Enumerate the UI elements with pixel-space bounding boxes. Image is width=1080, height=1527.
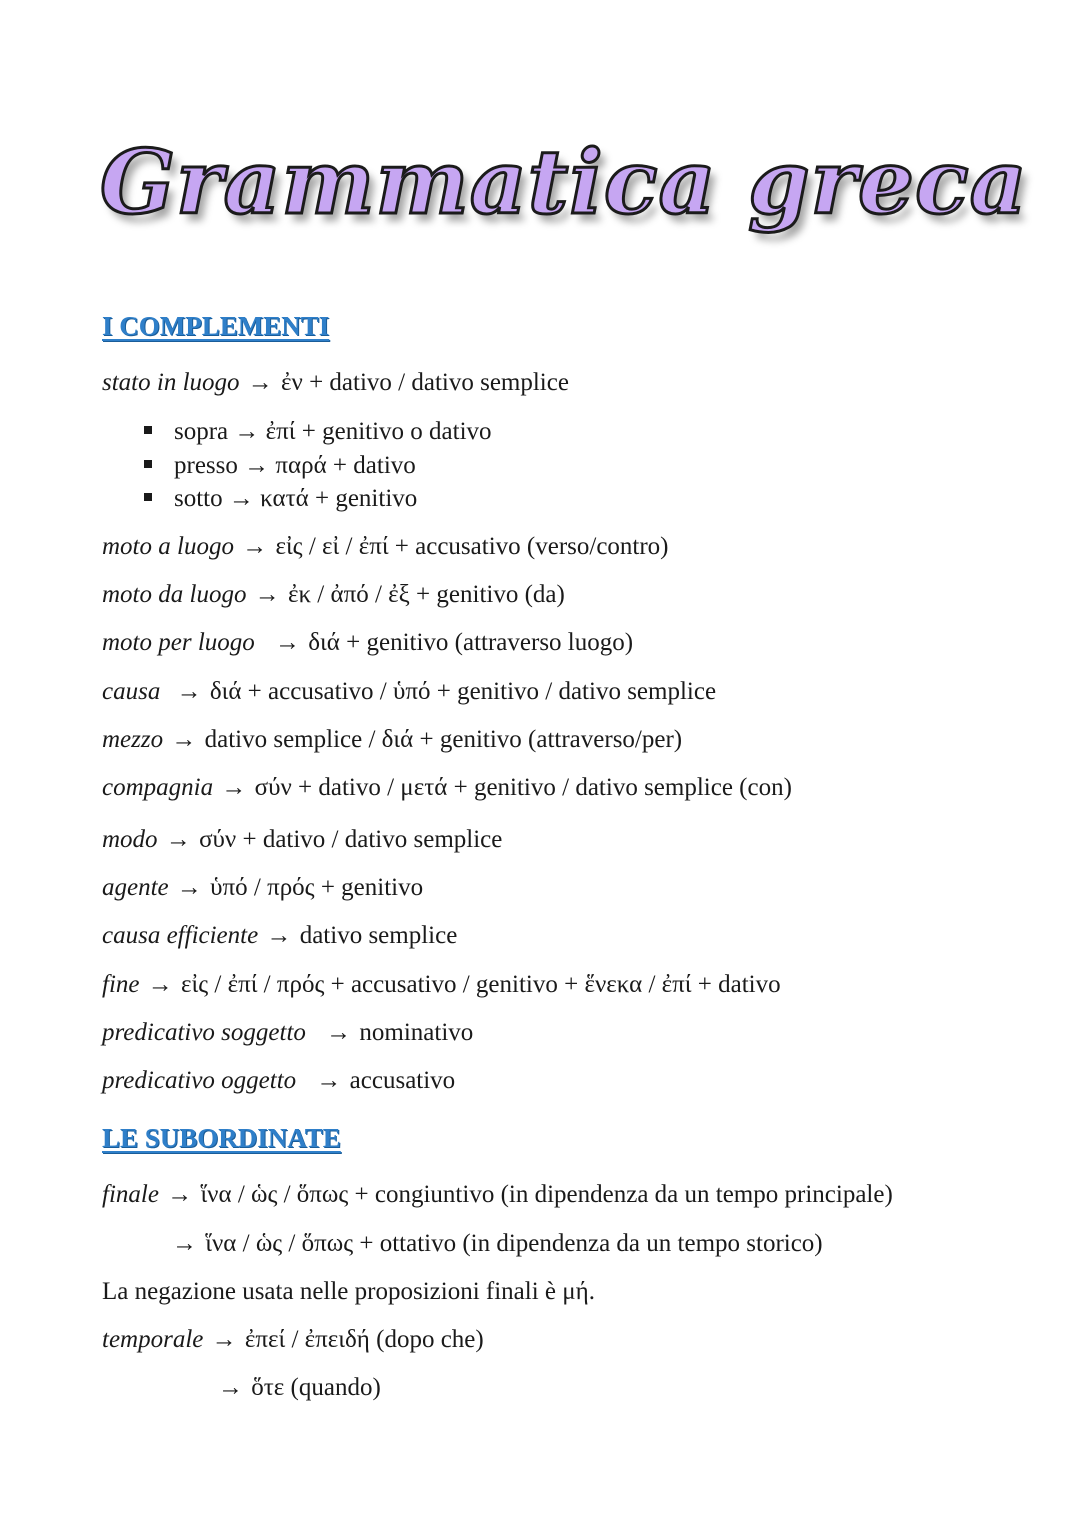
row-moto-per-luogo — [102, 630, 633, 655]
bullet-square-icon — [144, 426, 152, 434]
row-text: σύν + dativo / μετά + genitivo / dativo semplice (con) — [254, 774, 792, 801]
row-term: causa efficiente — [102, 922, 259, 949]
row-term: agente — [102, 874, 169, 901]
row-text: dativo semplice / διά + genitivo (attraverso/per) — [204, 726, 683, 753]
row-causa-efficiente — [102, 923, 457, 948]
bullet-square-icon — [144, 493, 152, 501]
arrow-icon: → — [221, 774, 247, 801]
row-finale-continuation — [170, 1231, 823, 1256]
row-compagnia — [102, 775, 792, 800]
row-text: εἰς / ἐπί / πρός + accusativo / genitivo + ἕνεκα / ἐπί + dativo — [181, 971, 781, 998]
arrow-icon: → — [316, 1067, 342, 1094]
row-text: nominativo — [359, 1019, 474, 1046]
arrow-icon: → — [247, 369, 273, 396]
arrow-icon: → — [275, 629, 301, 656]
arrow-icon: → — [171, 726, 197, 753]
row-term: causa — [102, 678, 161, 705]
row-term: moto per luogo — [102, 629, 255, 656]
arrow-icon: → — [326, 1019, 352, 1046]
section-heading-subordinate: LE SUBORDINATE — [102, 1123, 341, 1153]
page-title: Grammatica greca — [100, 130, 1028, 234]
row-predicativo-oggetto — [102, 1068, 455, 1093]
row-term: moto a luogo — [102, 533, 234, 560]
row-term: mezzo — [102, 726, 164, 753]
row-mezzo — [102, 727, 682, 752]
row-fine — [102, 972, 781, 997]
arrow-icon: → — [218, 1374, 243, 1401]
row-term: stato in luogo — [102, 369, 240, 396]
row-predicativo-soggetto — [102, 1020, 473, 1045]
row-text: ἵνα / ὡς / ὅπως + congiuntivo (in dipendenza da un tempo principale) — [200, 1181, 893, 1208]
list-item — [144, 453, 416, 478]
row-text: διά + accusativo / ὑπό + genitivo / dativo semplice — [209, 678, 717, 705]
bullet-square-icon — [144, 460, 152, 468]
row-term: predicativo soggetto — [102, 1019, 306, 1046]
row-text: ἐν + dativo / dativo semplice — [281, 369, 569, 396]
row-term: moto da luogo — [102, 581, 247, 608]
list-item — [144, 486, 417, 511]
row-term: fine — [102, 971, 140, 998]
list-item — [144, 419, 492, 444]
row-term: finale — [102, 1181, 159, 1208]
arrow-icon: → — [147, 971, 173, 998]
row-temporale-continuation — [216, 1375, 381, 1400]
row-text: εἰς / εἰ / ἐπί + accusativo (verso/contro) — [275, 533, 669, 560]
row-agente — [102, 875, 423, 900]
arrow-icon: → — [266, 922, 292, 949]
row-text: ἐπεί / ἐπειδή (dopo che) — [244, 1326, 484, 1353]
row-moto-da-luogo — [102, 582, 565, 607]
list-item-text: sopra → ἐπί + genitivo o dativo — [174, 418, 492, 445]
row-text: διά + genitivo (attraverso luogo) — [308, 629, 634, 656]
row-text: ὅτε (quando) — [251, 1374, 381, 1401]
arrow-icon: → — [176, 874, 202, 901]
arrow-icon: → — [167, 1181, 193, 1208]
row-causa — [102, 679, 716, 704]
row-text: ἵνα / ὡς / ὅπως + ottativo (in dipendenza da un tempo storico) — [205, 1230, 823, 1257]
row-text: ἐκ / ἀπό / ἐξ + genitivo (da) — [287, 581, 565, 608]
row-text: ὑπό / πρός + genitivo — [210, 874, 424, 901]
arrow-icon: → — [211, 1326, 237, 1353]
list-item-text: presso → παρά + dativo — [174, 452, 416, 479]
arrow-icon: → — [165, 826, 191, 853]
row-term: compagnia — [102, 774, 214, 801]
arrow-icon: → — [172, 1230, 197, 1257]
row-negazione — [102, 1279, 595, 1304]
row-text: accusativo — [349, 1067, 456, 1094]
row-moto-a-luogo — [102, 534, 669, 559]
section-heading-complementi: I COMPLEMENTI — [102, 311, 330, 341]
row-term: temporale — [102, 1326, 204, 1353]
row-stato-in-luogo — [102, 370, 569, 395]
arrow-icon: → — [176, 678, 202, 705]
list-item-text: sotto → κατά + genitivo — [174, 485, 418, 512]
arrow-icon: → — [254, 581, 280, 608]
row-temporale — [102, 1327, 484, 1352]
row-text: σύν + dativo / dativo semplice — [199, 826, 503, 853]
row-text: dativo semplice — [299, 922, 458, 949]
row-term: predicativo oggetto — [102, 1067, 297, 1094]
row-text: La negazione usata nelle proposizioni finali è μή. — [102, 1278, 595, 1305]
row-finale — [102, 1182, 893, 1207]
row-term: modo — [102, 826, 158, 853]
arrow-icon: → — [242, 533, 268, 560]
row-modo — [102, 827, 502, 852]
